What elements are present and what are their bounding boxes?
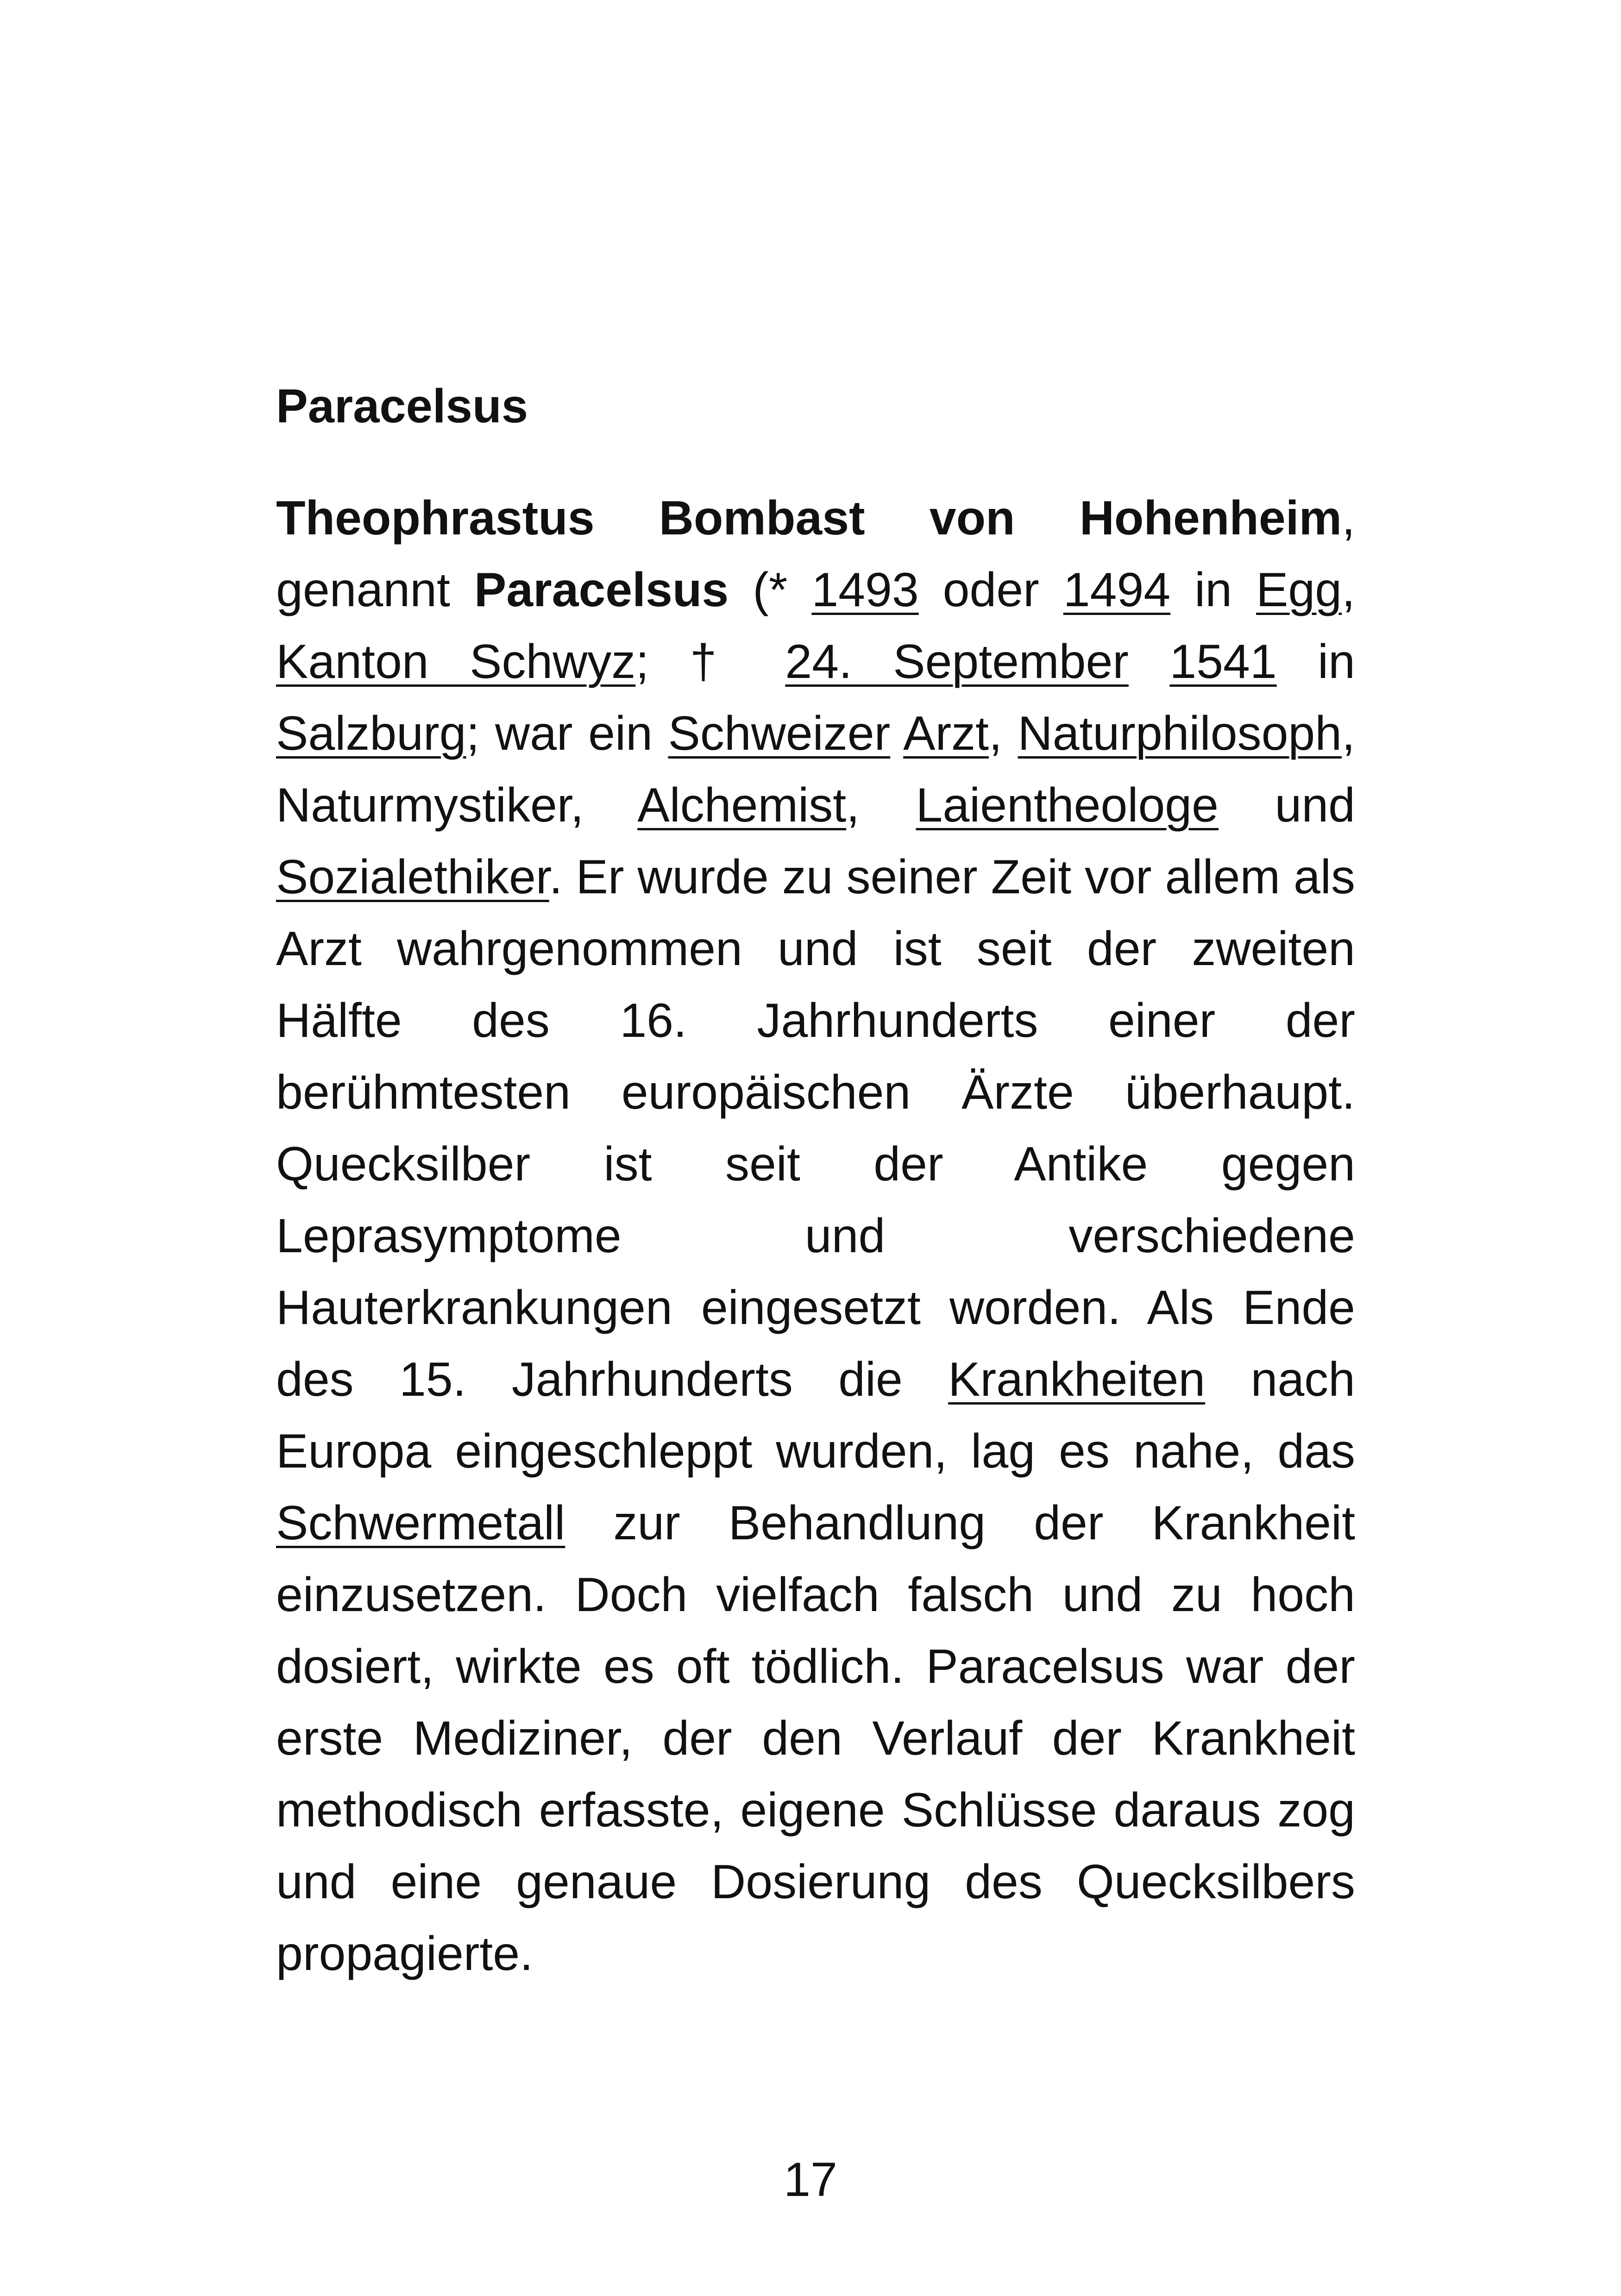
link-1541[interactable]: 1541 (1169, 635, 1277, 689)
body-text-segment: in (1276, 635, 1355, 689)
link-schweizer[interactable]: Schweizer (668, 707, 891, 760)
body-text-segment: nach Europa eingeschleppt wurden, lag es nahe, das (276, 1353, 1355, 1478)
link-naturphilosoph[interactable]: Naturphilosoph (1018, 707, 1342, 760)
body-text-segment (890, 707, 903, 760)
body-text-segment: ; † (635, 635, 785, 689)
body-text-segment: oder (918, 563, 1063, 617)
link-24-september[interactable]: 24. September (785, 635, 1129, 689)
body-text-segment: , genannt (276, 491, 1355, 617)
link-1493[interactable]: 1493 (811, 563, 919, 617)
body-text-segment: , Naturmystiker, (276, 707, 1355, 832)
body-text-segment (1129, 635, 1169, 689)
link-laientheologe[interactable]: Laientheologe (916, 778, 1219, 832)
body-text-segment: , (989, 707, 1018, 760)
page-number: 17 (784, 2153, 837, 2207)
body-text-segment: , (1342, 563, 1356, 617)
link-schwermetall[interactable]: Schwermetall (276, 1496, 565, 1550)
body-text-segment: und (1219, 778, 1355, 832)
link-krankheiten[interactable]: Krankheiten (948, 1353, 1206, 1406)
link-arzt[interactable]: Arzt (903, 707, 989, 760)
link-1494[interactable]: 1494 (1063, 563, 1171, 617)
section-heading: Paracelsus (276, 379, 528, 433)
link-salzburg[interactable]: Salzburg (276, 707, 466, 760)
body-text-segment: in (1170, 563, 1257, 617)
body-text-segment: ; war ein (466, 707, 668, 760)
body-text-segment: zur Behandlung der Krankheit einzusetzen. Doch vielfach falsch und zu hoch dosiert, wirkte es oft tödlich. Paracelsus war der erste Mediziner, der den Verlauf der Krankheit methodisch erfasste, eigene Schlüsse daraus zog und eine genaue Dosierung des Quecksilbers propagierte. (276, 1496, 1355, 1981)
body-text-segment: (* (729, 563, 812, 617)
link-egg[interactable]: Egg (1256, 563, 1342, 617)
body-text-segment: , (846, 778, 916, 832)
body-text-segment: . Er wurde zu seiner Zeit vor allem als Arzt wahrgenommen und ist seit der zweiten Hälfte des 16. Jahrhunderts einer der berühmtesten europäischen Ärzte überhaupt. Quecksilber ist seit der Antike gegen Leprasymptome und verschiedene Hauterkrankungen eingesetzt worden. Als Ende des 15. Jahrhunderts die (276, 850, 1355, 1406)
bold-name: Theophrastus Bombast von Hohenheim (276, 491, 1342, 545)
bold-name: Paracelsus (474, 563, 729, 617)
link-sozialethiker[interactable]: Sozialethiker (276, 850, 549, 904)
link-alchemist[interactable]: Alchemist (637, 778, 847, 832)
link-kanton-schwyz[interactable]: Kanton Schwyz (276, 635, 636, 689)
body-paragraph (276, 483, 1355, 1990)
